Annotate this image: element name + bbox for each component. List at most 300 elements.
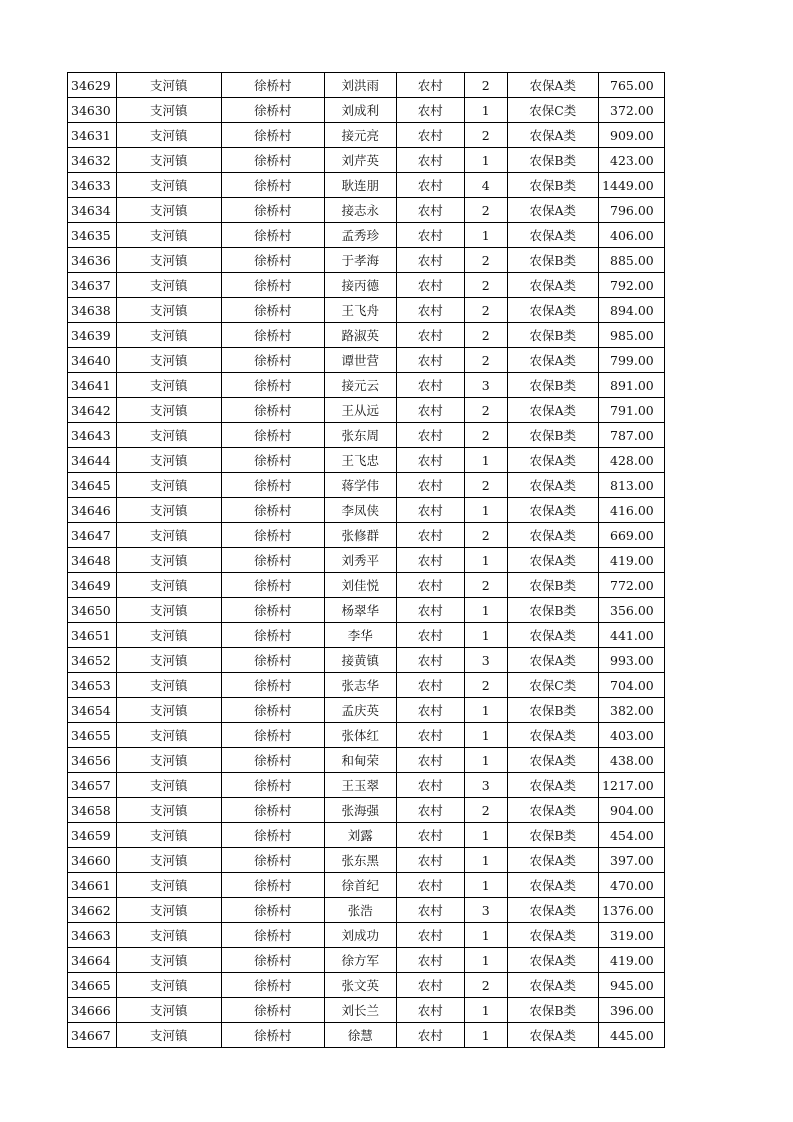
amount-cell: 396.00 bbox=[598, 998, 664, 1023]
village-cell: 徐桥村 bbox=[221, 173, 324, 198]
village-cell: 徐桥村 bbox=[221, 673, 324, 698]
record-id-cell: 34654 bbox=[68, 698, 117, 723]
village-cell: 徐桥村 bbox=[221, 523, 324, 548]
table-row bbox=[68, 848, 665, 873]
amount-cell: 428.00 bbox=[598, 448, 664, 473]
table-row bbox=[68, 898, 665, 923]
table-row bbox=[68, 773, 665, 798]
household-count-cell: 2 bbox=[464, 473, 507, 498]
area-type-cell: 农村 bbox=[396, 673, 464, 698]
amount-cell: 885.00 bbox=[598, 248, 664, 273]
area-type-cell: 农村 bbox=[396, 523, 464, 548]
name-cell: 谭世营 bbox=[324, 348, 396, 373]
town-cell: 支河镇 bbox=[116, 648, 221, 673]
table-row bbox=[68, 248, 665, 273]
name-cell: 接志永 bbox=[324, 198, 396, 223]
household-count-cell: 1 bbox=[464, 448, 507, 473]
name-cell: 刘成功 bbox=[324, 923, 396, 948]
insurance-category-cell: 农保A类 bbox=[507, 498, 598, 523]
household-count-cell: 1 bbox=[464, 148, 507, 173]
town-cell: 支河镇 bbox=[116, 598, 221, 623]
insurance-category-cell: 农保A类 bbox=[507, 873, 598, 898]
record-id-cell: 34648 bbox=[68, 548, 117, 573]
insurance-category-cell: 农保A类 bbox=[507, 398, 598, 423]
record-id-cell: 34645 bbox=[68, 473, 117, 498]
area-type-cell: 农村 bbox=[396, 848, 464, 873]
record-id-cell: 34665 bbox=[68, 973, 117, 998]
table-row bbox=[68, 873, 665, 898]
table-body bbox=[68, 73, 665, 1048]
amount-cell: 909.00 bbox=[598, 123, 664, 148]
town-cell: 支河镇 bbox=[116, 898, 221, 923]
record-id-cell: 34659 bbox=[68, 823, 117, 848]
table-row bbox=[68, 173, 665, 198]
name-cell: 孟秀珍 bbox=[324, 223, 396, 248]
town-cell: 支河镇 bbox=[116, 973, 221, 998]
household-count-cell: 2 bbox=[464, 198, 507, 223]
name-cell: 张体红 bbox=[324, 723, 396, 748]
amount-cell: 704.00 bbox=[598, 673, 664, 698]
town-cell: 支河镇 bbox=[116, 248, 221, 273]
name-cell: 接丙德 bbox=[324, 273, 396, 298]
household-count-cell: 2 bbox=[464, 398, 507, 423]
amount-cell: 791.00 bbox=[598, 398, 664, 423]
village-cell: 徐桥村 bbox=[221, 298, 324, 323]
name-cell: 耿连朋 bbox=[324, 173, 396, 198]
village-cell: 徐桥村 bbox=[221, 348, 324, 373]
insurance-category-cell: 农保A类 bbox=[507, 448, 598, 473]
amount-cell: 765.00 bbox=[598, 73, 664, 98]
name-cell: 接元云 bbox=[324, 373, 396, 398]
amount-cell: 454.00 bbox=[598, 823, 664, 848]
table-row bbox=[68, 998, 665, 1023]
amount-cell: 403.00 bbox=[598, 723, 664, 748]
name-cell: 张东黑 bbox=[324, 848, 396, 873]
town-cell: 支河镇 bbox=[116, 573, 221, 598]
amount-cell: 445.00 bbox=[598, 1023, 664, 1048]
household-count-cell: 2 bbox=[464, 798, 507, 823]
insurance-category-cell: 农保A类 bbox=[507, 548, 598, 573]
town-cell: 支河镇 bbox=[116, 348, 221, 373]
record-id-cell: 34640 bbox=[68, 348, 117, 373]
table-row bbox=[68, 223, 665, 248]
table-row bbox=[68, 323, 665, 348]
table-row bbox=[68, 473, 665, 498]
table-row bbox=[68, 973, 665, 998]
record-id-cell: 34634 bbox=[68, 198, 117, 223]
insurance-category-cell: 农保B类 bbox=[507, 598, 598, 623]
town-cell: 支河镇 bbox=[116, 398, 221, 423]
insurance-category-cell: 农保A类 bbox=[507, 923, 598, 948]
household-count-cell: 3 bbox=[464, 648, 507, 673]
village-cell: 徐桥村 bbox=[221, 623, 324, 648]
insurance-category-cell: 农保B类 bbox=[507, 248, 598, 273]
amount-cell: 438.00 bbox=[598, 748, 664, 773]
record-id-cell: 34660 bbox=[68, 848, 117, 873]
insurance-category-cell: 农保B类 bbox=[507, 323, 598, 348]
name-cell: 刘露 bbox=[324, 823, 396, 848]
insurance-category-cell: 农保A类 bbox=[507, 773, 598, 798]
household-count-cell: 3 bbox=[464, 773, 507, 798]
village-cell: 徐桥村 bbox=[221, 198, 324, 223]
amount-cell: 470.00 bbox=[598, 873, 664, 898]
household-count-cell: 2 bbox=[464, 423, 507, 448]
name-cell: 徐方军 bbox=[324, 948, 396, 973]
name-cell: 王从远 bbox=[324, 398, 396, 423]
village-cell: 徐桥村 bbox=[221, 973, 324, 998]
name-cell: 杨翠华 bbox=[324, 598, 396, 623]
area-type-cell: 农村 bbox=[396, 723, 464, 748]
amount-cell: 423.00 bbox=[598, 148, 664, 173]
amount-cell: 813.00 bbox=[598, 473, 664, 498]
area-type-cell: 农村 bbox=[396, 823, 464, 848]
amount-cell: 985.00 bbox=[598, 323, 664, 348]
village-cell: 徐桥村 bbox=[221, 723, 324, 748]
name-cell: 张浩 bbox=[324, 898, 396, 923]
village-cell: 徐桥村 bbox=[221, 1023, 324, 1048]
town-cell: 支河镇 bbox=[116, 523, 221, 548]
town-cell: 支河镇 bbox=[116, 448, 221, 473]
insurance-category-cell: 农保B类 bbox=[507, 698, 598, 723]
insurance-category-cell: 农保A类 bbox=[507, 723, 598, 748]
town-cell: 支河镇 bbox=[116, 698, 221, 723]
table-row bbox=[68, 748, 665, 773]
town-cell: 支河镇 bbox=[116, 798, 221, 823]
amount-cell: 406.00 bbox=[598, 223, 664, 248]
table-row bbox=[68, 498, 665, 523]
record-id-cell: 34641 bbox=[68, 373, 117, 398]
table-row bbox=[68, 298, 665, 323]
village-cell: 徐桥村 bbox=[221, 473, 324, 498]
area-type-cell: 农村 bbox=[396, 298, 464, 323]
insurance-category-cell: 农保A类 bbox=[507, 73, 598, 98]
name-cell: 李凤侠 bbox=[324, 498, 396, 523]
record-id-cell: 34638 bbox=[68, 298, 117, 323]
area-type-cell: 农村 bbox=[396, 323, 464, 348]
area-type-cell: 农村 bbox=[396, 248, 464, 273]
household-count-cell: 1 bbox=[464, 1023, 507, 1048]
record-id-cell: 34664 bbox=[68, 948, 117, 973]
town-cell: 支河镇 bbox=[116, 98, 221, 123]
name-cell: 刘成利 bbox=[324, 98, 396, 123]
area-type-cell: 农村 bbox=[396, 73, 464, 98]
area-type-cell: 农村 bbox=[396, 448, 464, 473]
amount-cell: 1449.00 bbox=[598, 173, 664, 198]
table-row bbox=[68, 73, 665, 98]
insurance-category-cell: 农保A类 bbox=[507, 273, 598, 298]
village-cell: 徐桥村 bbox=[221, 648, 324, 673]
record-id-cell: 34635 bbox=[68, 223, 117, 248]
household-count-cell: 2 bbox=[464, 123, 507, 148]
town-cell: 支河镇 bbox=[116, 773, 221, 798]
household-count-cell: 3 bbox=[464, 898, 507, 923]
table-row bbox=[68, 373, 665, 398]
name-cell: 张文英 bbox=[324, 973, 396, 998]
name-cell: 接黄镇 bbox=[324, 648, 396, 673]
name-cell: 刘佳悦 bbox=[324, 573, 396, 598]
amount-cell: 372.00 bbox=[598, 98, 664, 123]
town-cell: 支河镇 bbox=[116, 923, 221, 948]
household-count-cell: 2 bbox=[464, 973, 507, 998]
amount-cell: 669.00 bbox=[598, 523, 664, 548]
record-id-cell: 34630 bbox=[68, 98, 117, 123]
record-id-cell: 34643 bbox=[68, 423, 117, 448]
household-count-cell: 1 bbox=[464, 623, 507, 648]
area-type-cell: 农村 bbox=[396, 498, 464, 523]
table-row bbox=[68, 623, 665, 648]
table-row bbox=[68, 448, 665, 473]
insurance-category-cell: 农保A类 bbox=[507, 198, 598, 223]
village-cell: 徐桥村 bbox=[221, 223, 324, 248]
area-type-cell: 农村 bbox=[396, 598, 464, 623]
town-cell: 支河镇 bbox=[116, 873, 221, 898]
insurance-category-cell: 农保B类 bbox=[507, 423, 598, 448]
village-cell: 徐桥村 bbox=[221, 498, 324, 523]
village-cell: 徐桥村 bbox=[221, 373, 324, 398]
record-id-cell: 34652 bbox=[68, 648, 117, 673]
insurance-category-cell: 农保A类 bbox=[507, 523, 598, 548]
area-type-cell: 农村 bbox=[396, 873, 464, 898]
insurance-category-cell: 农保B类 bbox=[507, 998, 598, 1023]
area-type-cell: 农村 bbox=[396, 173, 464, 198]
record-id-cell: 34644 bbox=[68, 448, 117, 473]
town-cell: 支河镇 bbox=[116, 198, 221, 223]
village-cell: 徐桥村 bbox=[221, 73, 324, 98]
table-row bbox=[68, 948, 665, 973]
household-count-cell: 1 bbox=[464, 998, 507, 1023]
name-cell: 张志华 bbox=[324, 673, 396, 698]
name-cell: 王飞忠 bbox=[324, 448, 396, 473]
insurance-category-cell: 农保B类 bbox=[507, 573, 598, 598]
amount-cell: 945.00 bbox=[598, 973, 664, 998]
table-row bbox=[68, 548, 665, 573]
village-cell: 徐桥村 bbox=[221, 598, 324, 623]
village-cell: 徐桥村 bbox=[221, 698, 324, 723]
household-count-cell: 1 bbox=[464, 873, 507, 898]
table-row bbox=[68, 823, 665, 848]
table-row bbox=[68, 573, 665, 598]
insurance-category-cell: 农保A类 bbox=[507, 298, 598, 323]
record-id-cell: 34642 bbox=[68, 398, 117, 423]
name-cell: 刘长兰 bbox=[324, 998, 396, 1023]
town-cell: 支河镇 bbox=[116, 148, 221, 173]
household-count-cell: 2 bbox=[464, 348, 507, 373]
village-cell: 徐桥村 bbox=[221, 248, 324, 273]
amount-cell: 1376.00 bbox=[598, 898, 664, 923]
area-type-cell: 农村 bbox=[396, 273, 464, 298]
household-count-cell: 1 bbox=[464, 698, 507, 723]
name-cell: 王飞舟 bbox=[324, 298, 396, 323]
household-count-cell: 1 bbox=[464, 948, 507, 973]
amount-cell: 382.00 bbox=[598, 698, 664, 723]
insurance-category-cell: 农保C类 bbox=[507, 98, 598, 123]
household-count-cell: 2 bbox=[464, 573, 507, 598]
insurance-category-cell: 农保B类 bbox=[507, 148, 598, 173]
name-cell: 王玉翠 bbox=[324, 773, 396, 798]
amount-cell: 397.00 bbox=[598, 848, 664, 873]
town-cell: 支河镇 bbox=[116, 498, 221, 523]
name-cell: 蒋学伟 bbox=[324, 473, 396, 498]
village-cell: 徐桥村 bbox=[221, 998, 324, 1023]
table-row bbox=[68, 198, 665, 223]
record-id-cell: 34637 bbox=[68, 273, 117, 298]
area-type-cell: 农村 bbox=[396, 898, 464, 923]
area-type-cell: 农村 bbox=[396, 623, 464, 648]
area-type-cell: 农村 bbox=[396, 123, 464, 148]
amount-cell: 419.00 bbox=[598, 948, 664, 973]
town-cell: 支河镇 bbox=[116, 323, 221, 348]
table-row bbox=[68, 698, 665, 723]
insurance-category-cell: 农保B类 bbox=[507, 173, 598, 198]
town-cell: 支河镇 bbox=[116, 223, 221, 248]
village-cell: 徐桥村 bbox=[221, 398, 324, 423]
record-id-cell: 34650 bbox=[68, 598, 117, 623]
record-id-cell: 34653 bbox=[68, 673, 117, 698]
household-count-cell: 1 bbox=[464, 598, 507, 623]
record-id-cell: 34663 bbox=[68, 923, 117, 948]
town-cell: 支河镇 bbox=[116, 173, 221, 198]
table-row bbox=[68, 348, 665, 373]
area-type-cell: 农村 bbox=[396, 573, 464, 598]
town-cell: 支河镇 bbox=[116, 623, 221, 648]
town-cell: 支河镇 bbox=[116, 548, 221, 573]
insurance-category-cell: 农保A类 bbox=[507, 848, 598, 873]
area-type-cell: 农村 bbox=[396, 148, 464, 173]
name-cell: 徐慧 bbox=[324, 1023, 396, 1048]
area-type-cell: 农村 bbox=[396, 748, 464, 773]
table-row bbox=[68, 523, 665, 548]
village-cell: 徐桥村 bbox=[221, 823, 324, 848]
record-id-cell: 34661 bbox=[68, 873, 117, 898]
table-row bbox=[68, 123, 665, 148]
insurance-category-cell: 农保A类 bbox=[507, 123, 598, 148]
amount-cell: 441.00 bbox=[598, 623, 664, 648]
village-cell: 徐桥村 bbox=[221, 573, 324, 598]
household-count-cell: 1 bbox=[464, 98, 507, 123]
amount-cell: 419.00 bbox=[598, 548, 664, 573]
record-id-cell: 34631 bbox=[68, 123, 117, 148]
town-cell: 支河镇 bbox=[116, 948, 221, 973]
town-cell: 支河镇 bbox=[116, 123, 221, 148]
table-row bbox=[68, 723, 665, 748]
amount-cell: 796.00 bbox=[598, 198, 664, 223]
name-cell: 接元亮 bbox=[324, 123, 396, 148]
insurance-category-cell: 农保A类 bbox=[507, 948, 598, 973]
name-cell: 李华 bbox=[324, 623, 396, 648]
household-count-cell: 2 bbox=[464, 248, 507, 273]
household-count-cell: 1 bbox=[464, 723, 507, 748]
insurance-category-cell: 农保A类 bbox=[507, 623, 598, 648]
record-id-cell: 34662 bbox=[68, 898, 117, 923]
insurance-category-cell: 农保C类 bbox=[507, 673, 598, 698]
table-row bbox=[68, 648, 665, 673]
town-cell: 支河镇 bbox=[116, 473, 221, 498]
village-cell: 徐桥村 bbox=[221, 898, 324, 923]
amount-cell: 772.00 bbox=[598, 573, 664, 598]
area-type-cell: 农村 bbox=[396, 398, 464, 423]
village-cell: 徐桥村 bbox=[221, 923, 324, 948]
village-cell: 徐桥村 bbox=[221, 873, 324, 898]
amount-cell: 1217.00 bbox=[598, 773, 664, 798]
insurance-category-cell: 农保A类 bbox=[507, 223, 598, 248]
table-row bbox=[68, 923, 665, 948]
amount-cell: 787.00 bbox=[598, 423, 664, 448]
area-type-cell: 农村 bbox=[396, 798, 464, 823]
record-id-cell: 34649 bbox=[68, 573, 117, 598]
household-count-cell: 2 bbox=[464, 298, 507, 323]
town-cell: 支河镇 bbox=[116, 848, 221, 873]
area-type-cell: 农村 bbox=[396, 648, 464, 673]
area-type-cell: 农村 bbox=[396, 548, 464, 573]
village-cell: 徐桥村 bbox=[221, 423, 324, 448]
name-cell: 张海强 bbox=[324, 798, 396, 823]
record-id-cell: 34646 bbox=[68, 498, 117, 523]
village-cell: 徐桥村 bbox=[221, 773, 324, 798]
insurance-category-cell: 农保A类 bbox=[507, 648, 598, 673]
village-cell: 徐桥村 bbox=[221, 848, 324, 873]
table-row bbox=[68, 423, 665, 448]
household-count-cell: 1 bbox=[464, 548, 507, 573]
area-type-cell: 农村 bbox=[396, 198, 464, 223]
town-cell: 支河镇 bbox=[116, 998, 221, 1023]
town-cell: 支河镇 bbox=[116, 373, 221, 398]
record-id-cell: 34667 bbox=[68, 1023, 117, 1048]
household-count-cell: 2 bbox=[464, 323, 507, 348]
village-cell: 徐桥村 bbox=[221, 798, 324, 823]
area-type-cell: 农村 bbox=[396, 373, 464, 398]
household-count-cell: 2 bbox=[464, 73, 507, 98]
household-count-cell: 1 bbox=[464, 498, 507, 523]
household-count-cell: 2 bbox=[464, 523, 507, 548]
area-type-cell: 农村 bbox=[396, 973, 464, 998]
record-id-cell: 34639 bbox=[68, 323, 117, 348]
record-id-cell: 34651 bbox=[68, 623, 117, 648]
village-cell: 徐桥村 bbox=[221, 323, 324, 348]
amount-cell: 894.00 bbox=[598, 298, 664, 323]
amount-cell: 356.00 bbox=[598, 598, 664, 623]
area-type-cell: 农村 bbox=[396, 923, 464, 948]
household-count-cell: 1 bbox=[464, 223, 507, 248]
insurance-category-cell: 农保A类 bbox=[507, 1023, 598, 1048]
record-id-cell: 34632 bbox=[68, 148, 117, 173]
town-cell: 支河镇 bbox=[116, 723, 221, 748]
record-id-cell: 34656 bbox=[68, 748, 117, 773]
record-id-cell: 34636 bbox=[68, 248, 117, 273]
area-type-cell: 农村 bbox=[396, 423, 464, 448]
town-cell: 支河镇 bbox=[116, 823, 221, 848]
village-cell: 徐桥村 bbox=[221, 98, 324, 123]
insurance-category-cell: 农保A类 bbox=[507, 348, 598, 373]
amount-cell: 904.00 bbox=[598, 798, 664, 823]
town-cell: 支河镇 bbox=[116, 273, 221, 298]
area-type-cell: 农村 bbox=[396, 473, 464, 498]
household-count-cell: 4 bbox=[464, 173, 507, 198]
household-count-cell: 2 bbox=[464, 673, 507, 698]
area-type-cell: 农村 bbox=[396, 998, 464, 1023]
village-cell: 徐桥村 bbox=[221, 273, 324, 298]
area-type-cell: 农村 bbox=[396, 698, 464, 723]
record-id-cell: 34647 bbox=[68, 523, 117, 548]
insurance-category-cell: 农保A类 bbox=[507, 973, 598, 998]
table-row bbox=[68, 673, 665, 698]
household-count-cell: 3 bbox=[464, 373, 507, 398]
insurance-category-cell: 农保A类 bbox=[507, 473, 598, 498]
insurance-category-cell: 农保A类 bbox=[507, 798, 598, 823]
household-count-cell: 1 bbox=[464, 923, 507, 948]
table-row bbox=[68, 148, 665, 173]
household-count-cell: 1 bbox=[464, 823, 507, 848]
record-id-cell: 34629 bbox=[68, 73, 117, 98]
